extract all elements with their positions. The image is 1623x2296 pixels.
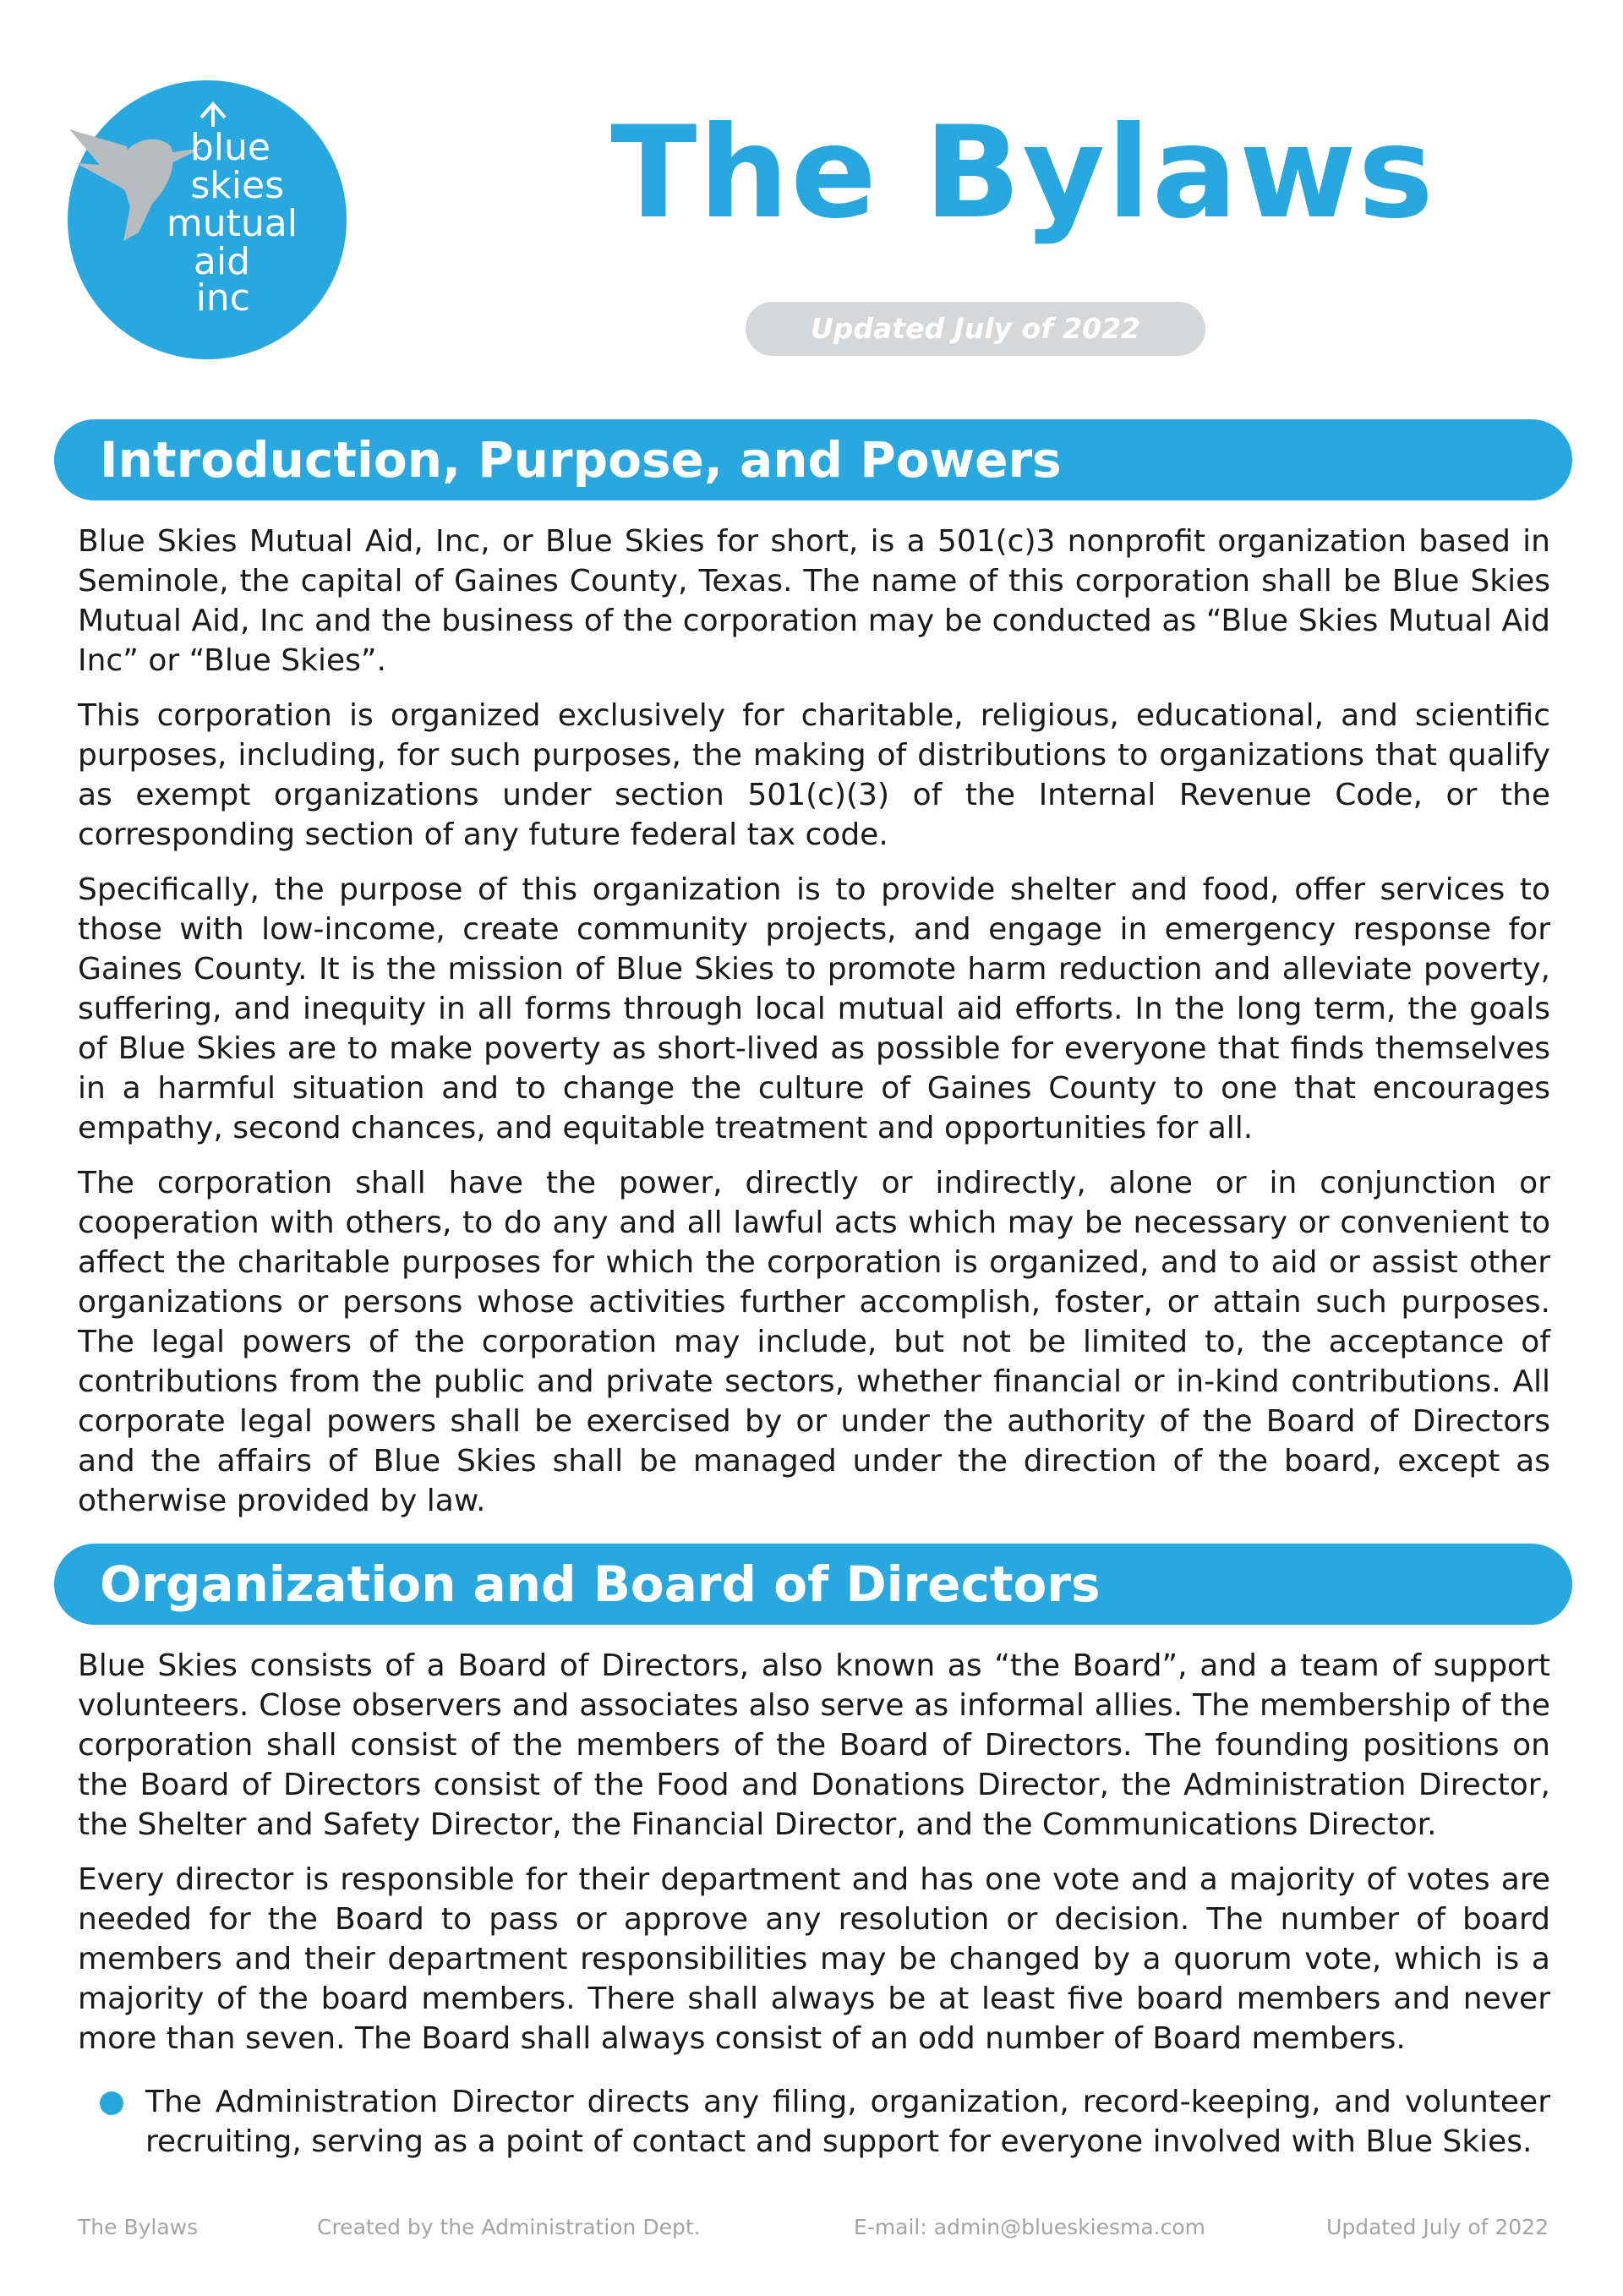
footer-email[interactable]: E-mail: admin@blueskiesma.com — [854, 2215, 1205, 2239]
logo-line-blue: blue — [189, 126, 270, 169]
logo-line-skies: skies — [190, 164, 284, 207]
updated-badge: Updated July of 2022 — [746, 302, 1205, 356]
section-body-organization — [78, 1646, 1550, 2162]
logo-line-inc: inc — [195, 276, 250, 320]
paragraph: Blue Skies consists of a Board of Directors, also known as “the Board”, and a team of support volunteers. Close observers and associates also serve as informal allies. The membership of the corporation shall consist of the members of the Board of Directors. The founding positions on the Board of Directors consist of the Food and Donations Director, the Administration Director, the Shelter and Safety Director, the Financial Director, and the Communications Director. — [78, 1648, 1550, 1842]
footer-doc-title: The Bylaws — [78, 2215, 199, 2239]
section-heading-introduction: Introduction, Purpose, and Powers — [54, 419, 1572, 500]
paragraph: Every director is responsible for their department and has one vote and a majority of votes are needed for the Board to pass or approve any resolution or decision. The number of board members and their department responsibilities may be changed by a quorum vote, which is a majority of the board members. There shall always be at least five board members and never more than seven. The Board shall always consist of an odd number of Board members. — [78, 1862, 1550, 2056]
logo-line-mutual: mutual — [166, 202, 298, 245]
paragraph: Specifically, the purpose of this organization is to provide shelter and food, offer services to those with low-income, create community projects, and engage in emergency response for Gaines County. It is the mission of Blue Skies to promote harm reduction and alleviate poverty, suffering, and inequity in all forms through local mutual aid efforts. In the long term, the goals of Blue Skies are to make poverty as short-lived as possible for everyone that finds themselves in a harmful situation and to change the culture of Gaines County to one that encourages empathy, second chances, and equitable treatment and opportunities for all. — [78, 872, 1550, 1145]
bullet-icon — [100, 2091, 123, 2115]
footer-updated: Updated July of 2022 — [1326, 2215, 1549, 2239]
list-item — [78, 2082, 1550, 2162]
organization-logo — [68, 80, 355, 359]
logo-line-aid: aid — [193, 240, 250, 283]
paragraph: This corporation is organized exclusively for charitable, religious, educational, and scientific purposes, including, for such purposes, the making of distributions to organizations that qualify as exempt organizations under section 501(c)(3) of the Internal Revenue Code, or the corresponding section of any future federal tax code. — [78, 698, 1550, 852]
paragraph: Blue Skies Mutual Aid, Inc, or Blue Skies for short, is a 501(c)3 nonprofit organization based in Seminole, the capital of Gaines County, Texas. The name of this corporation shall be Blue Skies Mutual Aid, Inc and the business of the corporation may be conducted as “Blue Skies Mutual Aid Inc” or “Blue Skies”. — [78, 524, 1550, 678]
section-body-introduction — [78, 522, 1550, 1521]
section-heading-organization: Organization and Board of Directors — [54, 1544, 1572, 1625]
footer-created-by: Created by the Administration Dept. — [317, 2215, 701, 2239]
bullet-text: The Administration Director directs any filing, organization, record-keeping, and volunteer recruiting, serving as a point of contact and support for everyone involved with Blue Skies. — [145, 2085, 1550, 2159]
paragraph: The corporation shall have the power, directly or indirectly, alone or in conjunction or cooperation with others, to do any and all lawful acts which may be necessary or convenient to affect the charitable purposes for which the corporation is organized, and to aid or assist other organizations or persons whose activities further accomplish, foster, or attain such purposes. The legal powers of the corporation may include, but not be limited to, the acceptance of contributions from the public and private sectors, whether financial or in-kind contributions. All corporate legal powers shall be exercised by or under the authority of the Board of Directors and the affairs of Blue Skies shall be managed under the direction of the board, except as otherwise provided by law. — [78, 1166, 1550, 1518]
page-title: The Bylaws — [610, 100, 1435, 247]
